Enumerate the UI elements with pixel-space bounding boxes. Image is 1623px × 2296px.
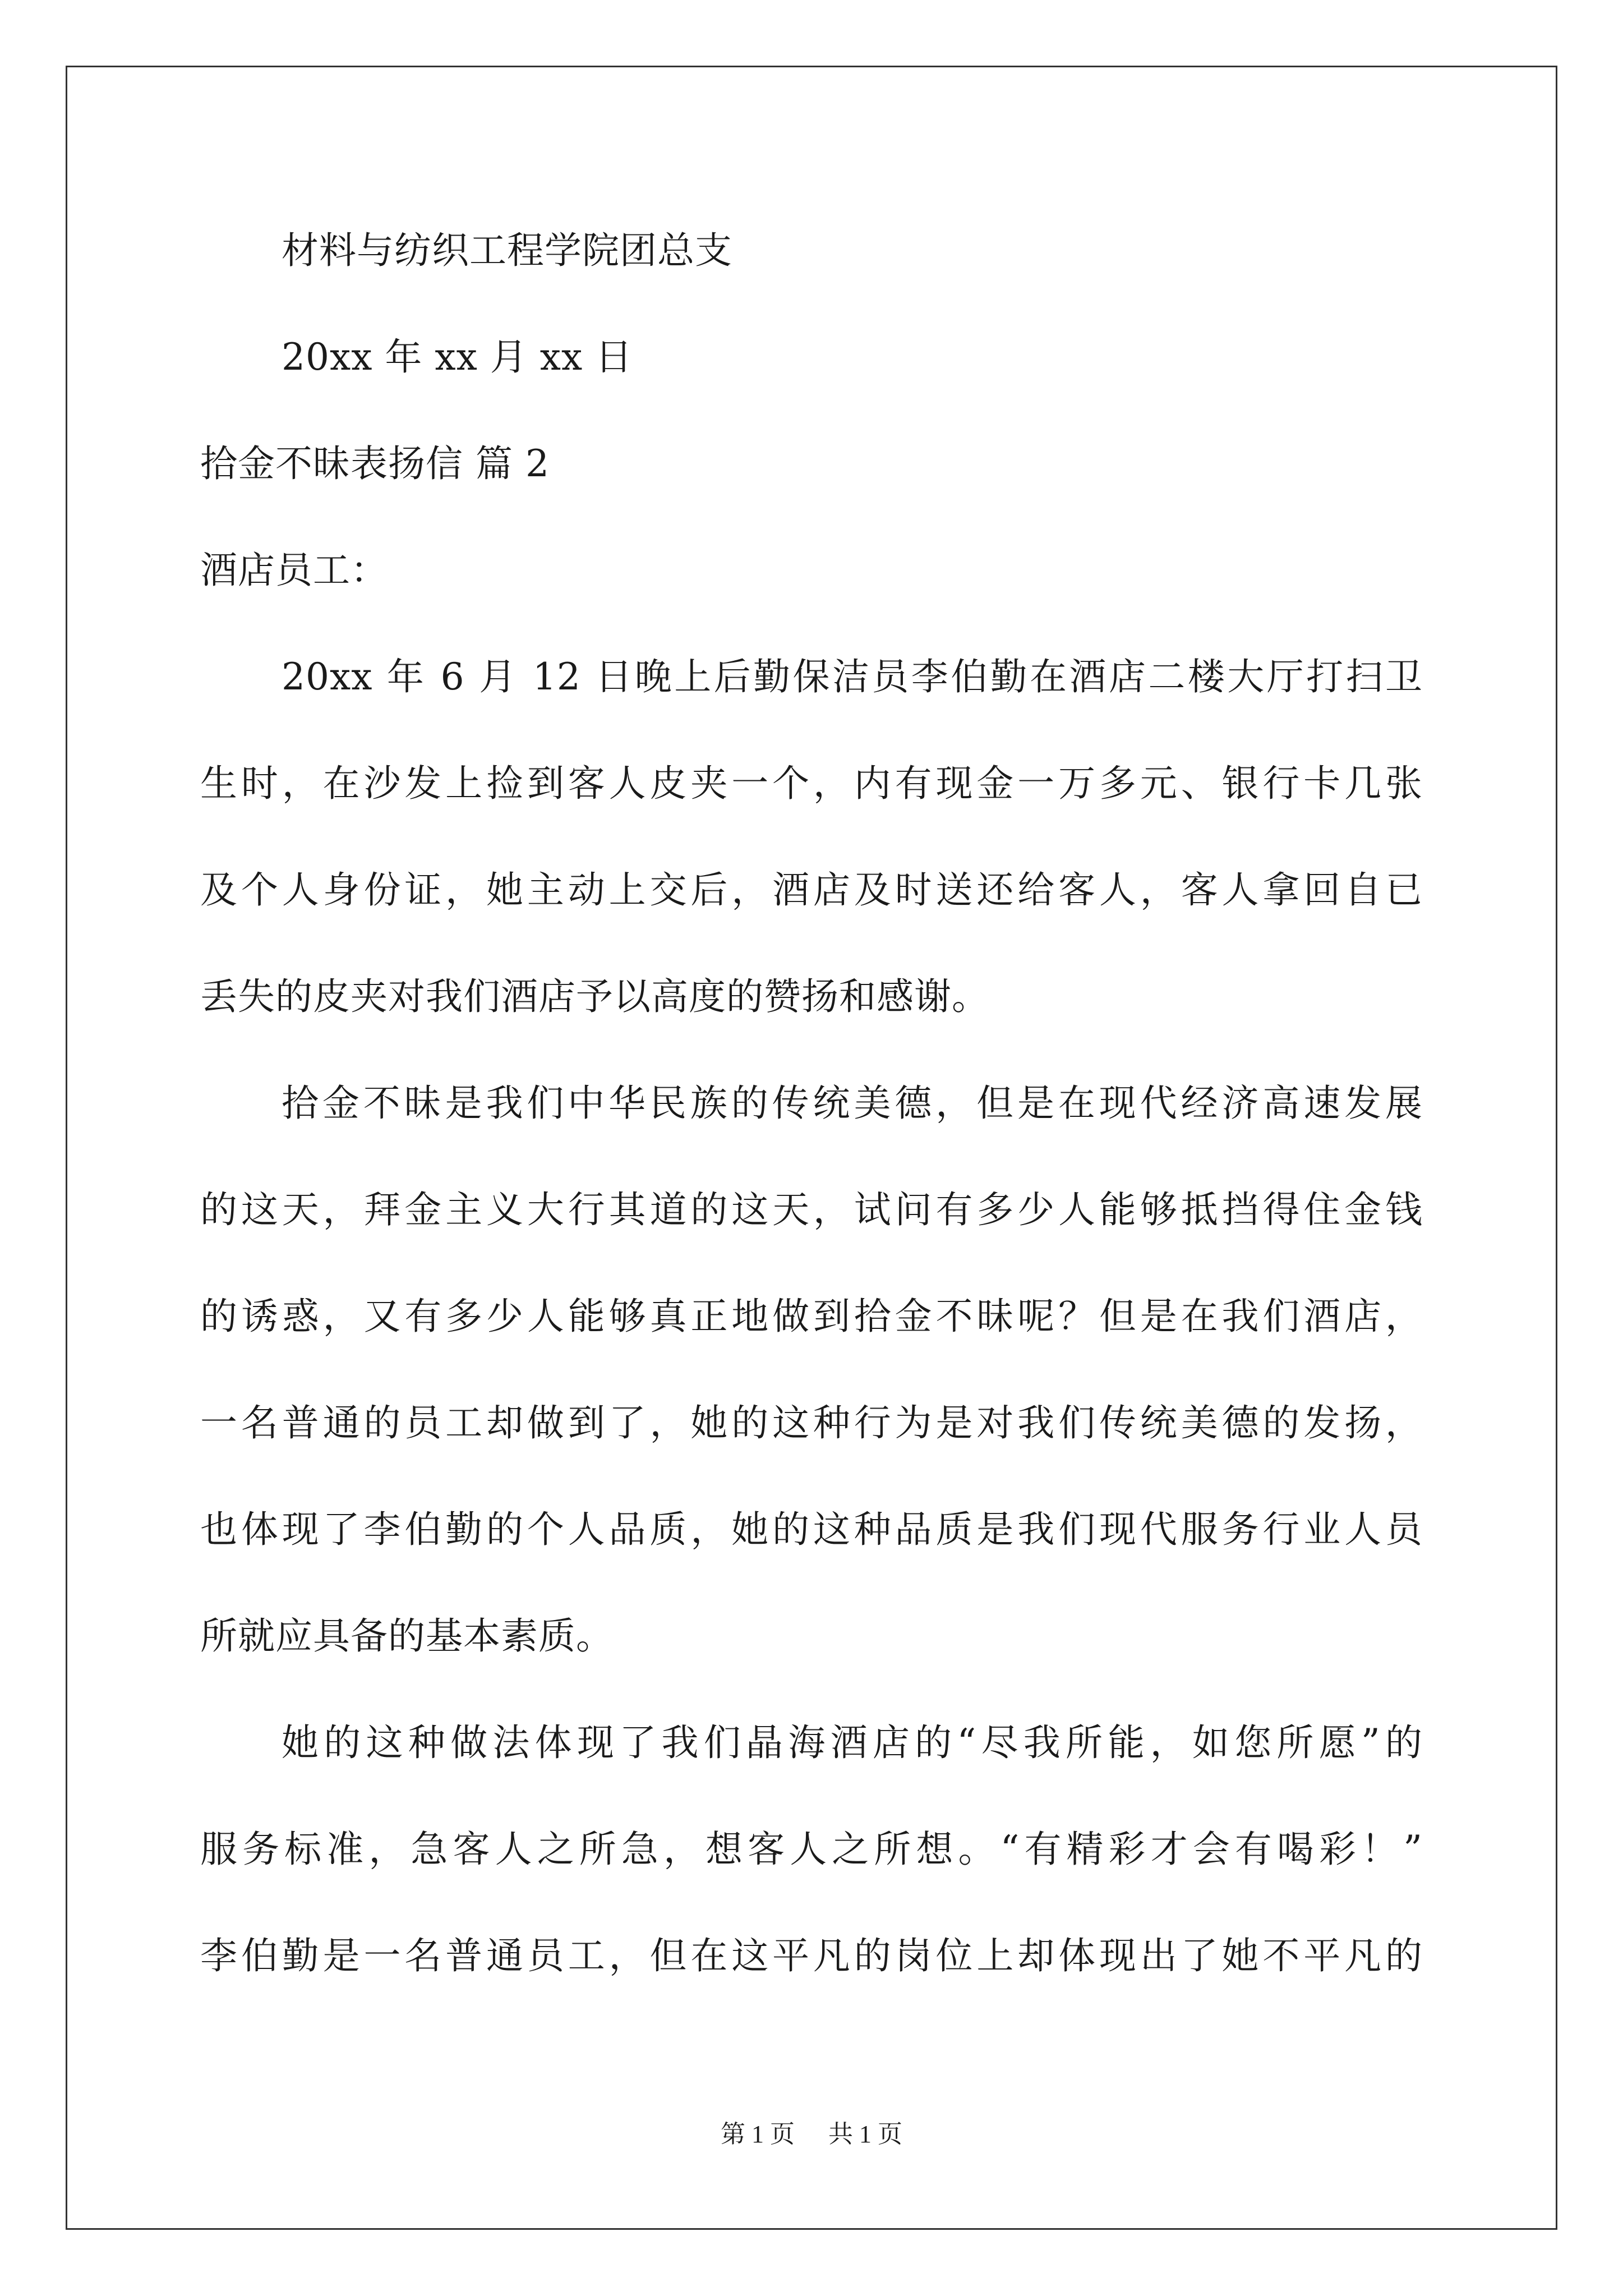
page-total: 共 1 页 — [828, 2120, 902, 2148]
paragraph2-line: 也体现了李伯勤的个人品质，她的这种品质是我们现代服务行业人员 — [200, 1508, 1423, 1551]
paragraph2-line: 的这天，拜金主义大行其道的这天，试问有多少人能够抵挡得住金钱 — [200, 1188, 1423, 1231]
section-heading: 拾金不昧表扬信 篇 2 — [200, 442, 550, 485]
paragraph1-line: 20xx 年 6 月 12 日晚上后勤保洁员李伯勤在酒店二楼大厅打扫卫 — [282, 655, 1423, 698]
paragraph2-line: 的诱惑，又有多少人能够真正地做到拾金不昧呢？但是在我们酒店， — [200, 1295, 1423, 1338]
page-footer — [0, 2118, 1623, 2151]
page-number: 第 1 页 — [721, 2120, 795, 2148]
signature-date: 20xx 年 xx 月 xx 日 — [282, 335, 633, 379]
paragraph3-line: 她的这种做法体现了我们晶海酒店的“尽我所能，如您所愿”的 — [282, 1721, 1423, 1764]
signature-org: 材料与纺织工程学院团总支 — [282, 229, 732, 272]
salutation: 酒店员工： — [200, 549, 388, 592]
paragraph2-line: 拾金不昧是我们中华民族的传统美德，但是在现代经济高速发展 — [282, 1082, 1423, 1125]
paragraph1-line: 丢失的皮夹对我们酒店予以高度的赞扬和感谢。 — [200, 975, 989, 1018]
paragraph1-line: 及个人身份证，她主动上交后，酒店及时送还给客人，客人拿回自已 — [200, 868, 1423, 912]
paragraph3-line: 服务标准，急客人之所急，想客人之所想。“有精彩才会有喝彩！” — [200, 1828, 1423, 1871]
page-border — [66, 66, 1557, 2230]
paragraph2-line: 一名普通的员工却做到了，她的这种行为是对我们传统美德的发扬， — [200, 1401, 1423, 1444]
paragraph1-line: 生时，在沙发上捡到客人皮夹一个，内有现金一万多元、银行卡几张 — [200, 762, 1423, 805]
paragraph2-line: 所就应具备的基本素质。 — [200, 1614, 614, 1658]
paragraph3-line: 李伯勤是一名普通员工，但在这平凡的岗位上却体现出了她不平凡的 — [200, 1934, 1423, 1977]
